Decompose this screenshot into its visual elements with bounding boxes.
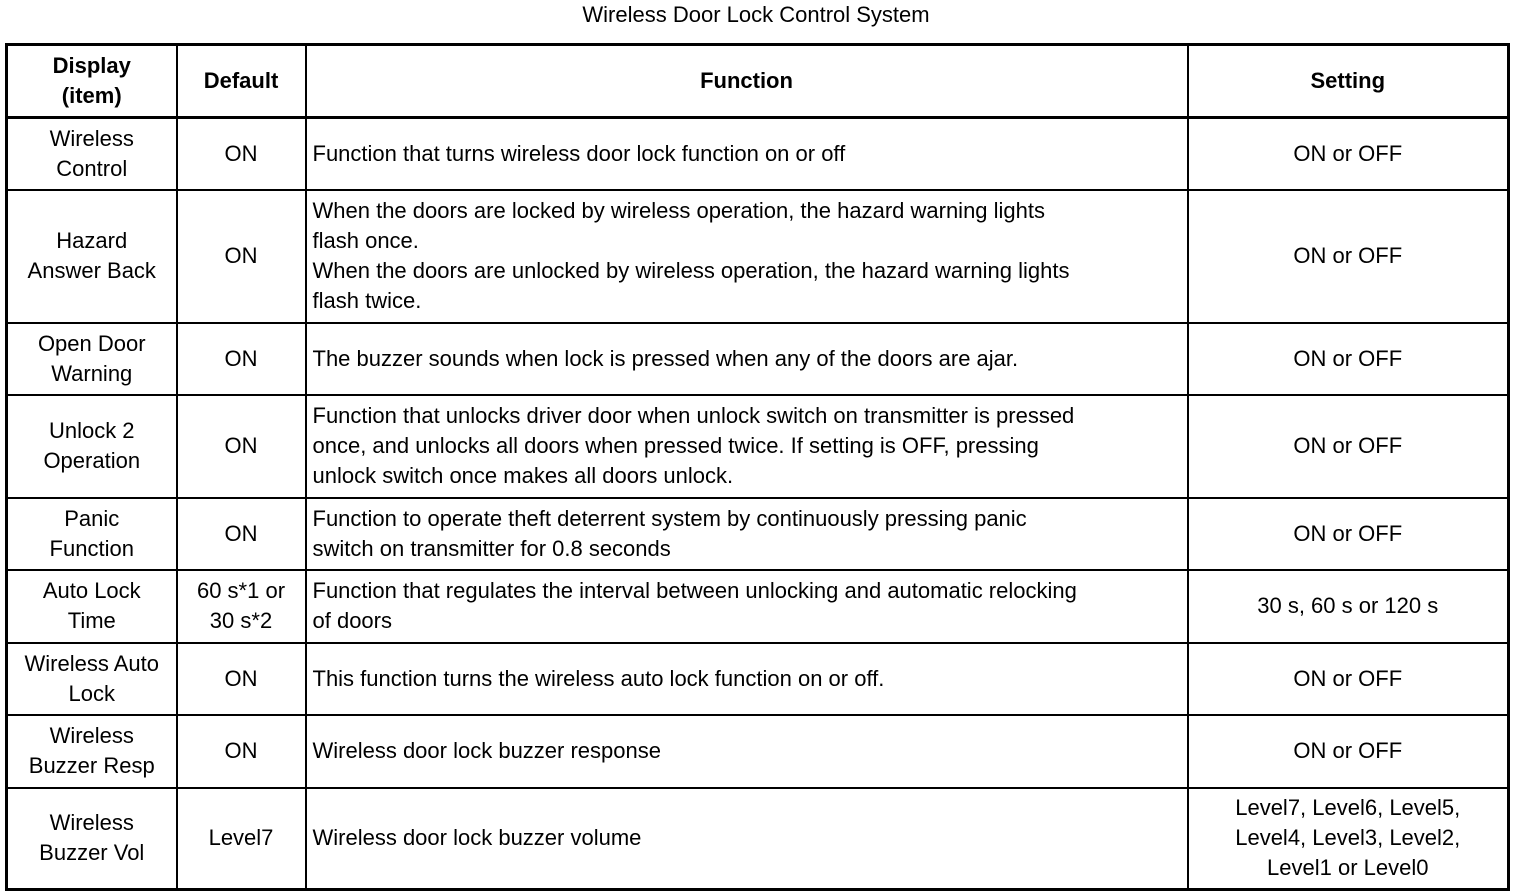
cell-display: Panic Function xyxy=(7,498,177,570)
cell-setting: ON or OFF xyxy=(1188,643,1509,715)
cell-default: ON xyxy=(177,190,306,323)
table-row xyxy=(7,323,1509,395)
cell-default: ON xyxy=(177,643,306,715)
table-row xyxy=(7,118,1509,190)
table-row xyxy=(7,643,1509,715)
header-setting: Setting xyxy=(1188,45,1509,118)
cell-function: Function to operate theft deterrent system by continuously pressing panic switch on transmitter for 0.8 seconds xyxy=(306,498,1188,570)
header-function: Function xyxy=(306,45,1188,118)
cell-default: ON xyxy=(177,118,306,190)
cell-function: Wireless door lock buzzer response xyxy=(306,715,1188,788)
cell-display: Hazard Answer Back xyxy=(7,190,177,323)
cell-display: Wireless Buzzer Vol xyxy=(7,788,177,890)
table-row xyxy=(7,570,1509,643)
cell-default: Level7 xyxy=(177,788,306,890)
page-title: Wireless Door Lock Control System xyxy=(582,2,930,27)
cell-setting: Level7, Level6, Level5, Level4, Level3, Level2, Level1 or Level0 xyxy=(1188,788,1509,890)
table-row xyxy=(7,715,1509,788)
cell-default: ON xyxy=(177,323,306,395)
cell-setting: ON or OFF xyxy=(1188,498,1509,570)
header-row xyxy=(7,45,1509,118)
cell-setting: ON or OFF xyxy=(1188,118,1509,190)
table-row xyxy=(7,498,1509,570)
cell-display: Wireless Control xyxy=(7,118,177,190)
cell-setting: 30 s, 60 s or 120 s xyxy=(1188,570,1509,643)
cell-function: Function that unlocks driver door when unlock switch on transmitter is pressed once, and unlocks all doors when pressed twice. If setting is OFF, pressing unlock switch once makes all doors unlock. xyxy=(306,395,1188,498)
cell-function: This function turns the wireless auto lock function on or off. xyxy=(306,643,1188,715)
table-row xyxy=(7,788,1509,890)
cell-default: ON xyxy=(177,715,306,788)
cell-display: Wireless Buzzer Resp xyxy=(7,715,177,788)
cell-function: The buzzer sounds when lock is pressed when any of the doors are ajar. xyxy=(306,323,1188,395)
cell-function: Wireless door lock buzzer volume xyxy=(306,788,1188,890)
header-default: Default xyxy=(177,45,306,118)
cell-setting: ON or OFF xyxy=(1188,395,1509,498)
cell-setting: ON or OFF xyxy=(1188,323,1509,395)
cell-default: ON xyxy=(177,498,306,570)
cell-function: When the doors are locked by wireless operation, the hazard warning lights flash once. When the doors are unlocked by wireless operation, the hazard warning lights flash twice. xyxy=(306,190,1188,323)
header-display: Display (item) xyxy=(7,45,177,118)
settings-table xyxy=(5,43,1510,891)
cell-default: ON xyxy=(177,395,306,498)
table-row xyxy=(7,395,1509,498)
cell-function: Function that turns wireless door lock function on or off xyxy=(306,118,1188,190)
cell-setting: ON or OFF xyxy=(1188,715,1509,788)
cell-display: Unlock 2 Operation xyxy=(7,395,177,498)
cell-display: Auto Lock Time xyxy=(7,570,177,643)
cell-display: Open Door Warning xyxy=(7,323,177,395)
cell-setting: ON or OFF xyxy=(1188,190,1509,323)
cell-function: Function that regulates the interval between unlocking and automatic relocking of doors xyxy=(306,570,1188,643)
cell-display: Wireless Auto Lock xyxy=(7,643,177,715)
cell-default: 60 s*1 or 30 s*2 xyxy=(177,570,306,643)
table-row xyxy=(7,190,1509,323)
